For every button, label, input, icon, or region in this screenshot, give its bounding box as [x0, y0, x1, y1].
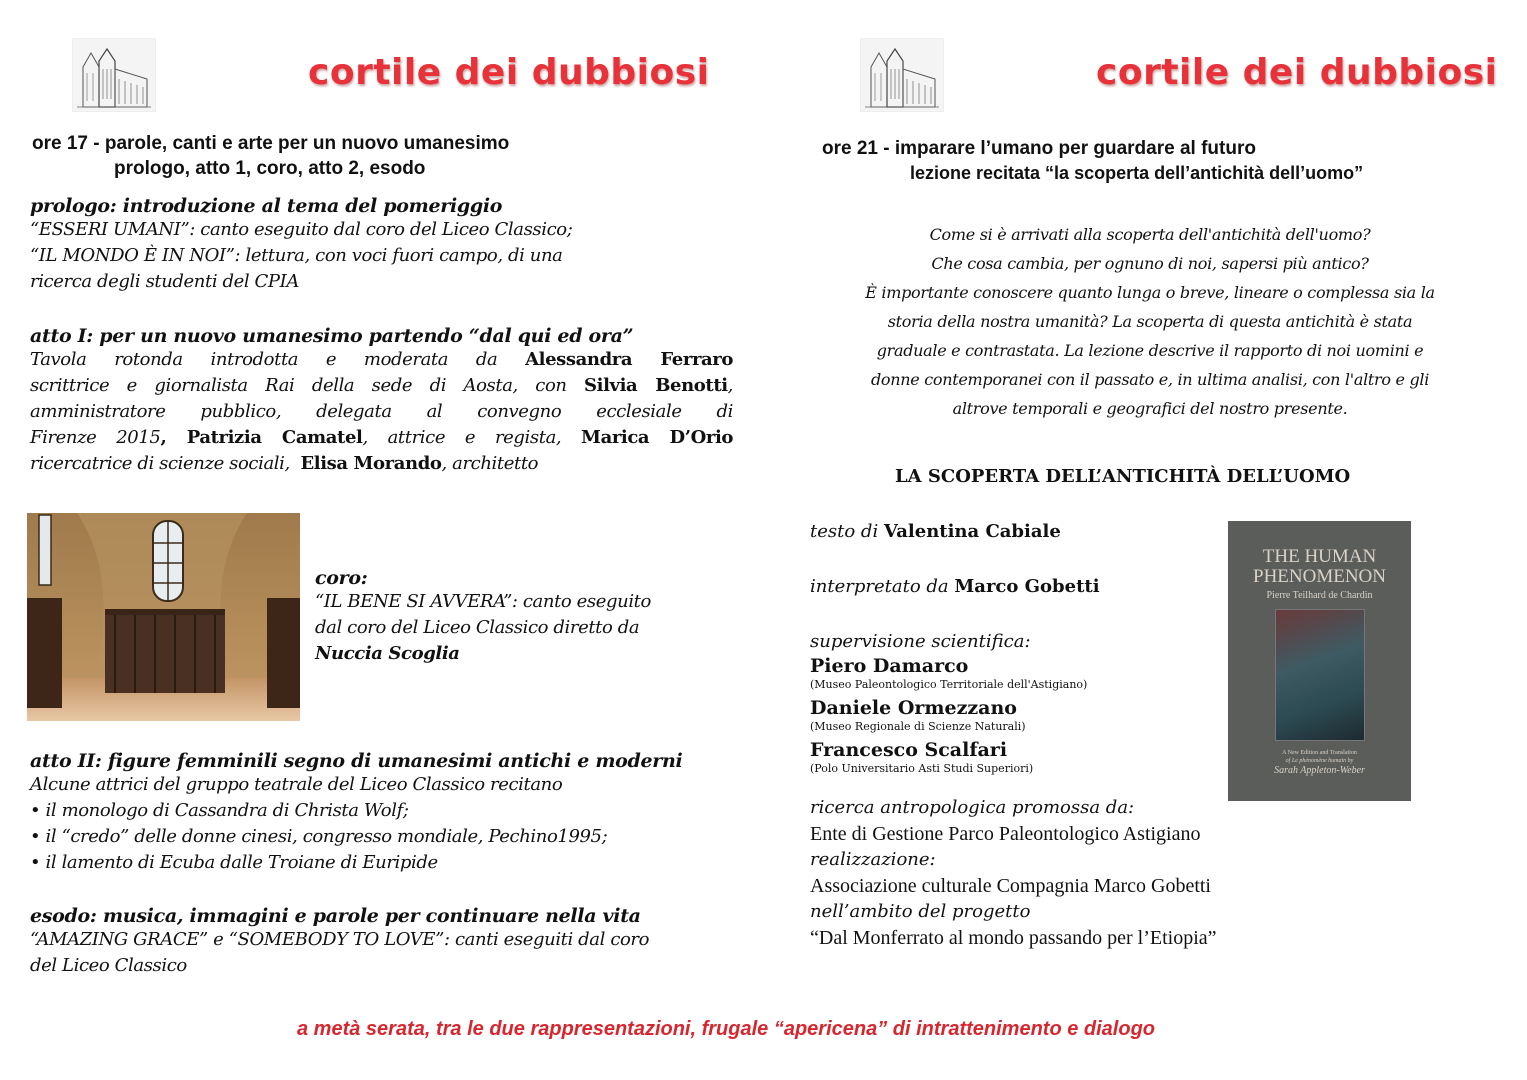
brand-title: cortile dei dubbiosi — [308, 52, 710, 93]
intro-line: Che cosa cambia, per ognuno di noi, sapersi più antico? — [931, 254, 1369, 273]
supervisor-affiliation: (Museo Paleontologico Territoriale dell'Astigiano) — [810, 678, 1088, 691]
esodo-title: esodo: musica, immagini e parole per continuare nella vita — [30, 905, 641, 927]
person-name: Patrizia Camatel — [186, 427, 363, 448]
session-heading: ore 21 - imparare l’umano per guardare al futuro — [822, 138, 1256, 159]
session-subheading: prologo, atto 1, coro, atto 2, esodo — [114, 158, 426, 179]
statue-photo — [1275, 609, 1365, 741]
coro-line: dal coro del Liceo Classico diretto da — [315, 617, 640, 638]
atto2-section — [30, 750, 682, 876]
performer-name: Marco Gobetti — [954, 576, 1100, 597]
session-subheading: lezione recitata “la scoperta dell’antichità dell’uomo” — [910, 163, 1364, 183]
prologo-line: “ESSERI UMANI”: canto eseguito dal coro del Liceo Classico; — [30, 219, 573, 240]
atto1-line: ricercatrice di scienze sociali, Elisa Morando, architetto — [30, 453, 539, 474]
intro-line: graduale e contrastata. La lezione descrive il rapporto di noi uomini e — [876, 341, 1424, 360]
church-sketch-icon — [861, 39, 943, 111]
supervisor-name: Francesco Scalfari — [810, 739, 1008, 761]
supervisor-name: Piero Damarco — [810, 655, 969, 677]
book-subtitle: of Le phénomène humain by — [1285, 758, 1354, 764]
ricerca-value: Ente di Gestione Parco Paleontologico Astigiano — [810, 823, 1201, 845]
supervisor-affiliation: (Polo Universitario Asti Studi Superiori) — [810, 762, 1034, 775]
person-name: Alessandra Ferraro — [525, 349, 733, 370]
intro-line: È importante conoscere quanto lunga o breve, lineare o complessa sia la — [865, 283, 1435, 302]
coro-section — [315, 567, 651, 667]
church-sketch-icon — [73, 39, 155, 111]
lecture-intro — [800, 220, 1500, 423]
credit-testo: testo di Valentina Cabiale — [810, 521, 1061, 542]
supervision-label: supervisione scientifica: — [810, 631, 1031, 652]
church-sketch-logo — [860, 38, 944, 112]
atto2-item: • il monologo di Cassandra di Christa Wolf; — [30, 800, 409, 821]
book-translator: Sarah Appleton-Weber — [1274, 765, 1365, 776]
author-name: Valentina Cabiale — [883, 521, 1061, 542]
footer-note: a metà serata, tra le due rappresentazioni, frugale “apericena” di intrattenimento e dialogo — [297, 1018, 1156, 1040]
prologo-section — [30, 195, 734, 295]
supervisor-name: Daniele Ormezzano — [810, 697, 1017, 719]
atto1-line: Tavola rotonda introdotta e moderata da Alessandra Ferraro — [30, 349, 733, 370]
intro-line: Come si è arrivati alla scoperta dell'antichità dell'uomo? — [929, 225, 1371, 244]
prologo-line: ricerca degli studenti del CPIA — [30, 271, 299, 292]
production-credits — [810, 795, 1217, 951]
atto1-line: Firenze 2015, Patrizia Camatel, attrice e regista, Marica D’Orio — [30, 427, 734, 448]
person-name: Marica D’Orio — [581, 427, 734, 448]
intro-line: storia della nostra umanità? La scoperta di questa antichità è stata — [887, 312, 1413, 331]
prologo-title: prologo: introduzione al tema del pomeriggio — [30, 195, 503, 217]
ricerca-label: ricerca antropologica promossa da: — [810, 797, 1135, 818]
progetto-label: nell’ambito del progetto — [810, 901, 1031, 922]
book-cover-image — [1228, 521, 1411, 801]
atto1-section — [30, 325, 733, 477]
brand-title: cortile dei dubbiosi — [1096, 52, 1498, 93]
supervision-section — [810, 630, 1087, 776]
choir-hall-photo — [27, 513, 300, 721]
book-author: Pierre Teilhard de Chardin — [1266, 590, 1373, 601]
intro-line: altrove temporali e geografici del nostro presente. — [952, 399, 1348, 418]
coro-line: “IL BENE SI AVVERA”: canto eseguito — [315, 591, 651, 612]
atto2-intro: Alcune attrici del gruppo teatrale del Liceo Classico recitano — [30, 774, 563, 795]
book-title-line: PHENOMENON — [1253, 566, 1386, 587]
person-name: Silvia Benotti — [584, 375, 728, 396]
progetto-value: “Dal Monferrato al mondo passando per l’Etiopia” — [810, 927, 1217, 949]
atto2-item: • il “credo” delle donne cinesi, congresso mondiale, Pechino1995; — [30, 826, 608, 847]
person-name: Elisa Morando — [300, 453, 442, 474]
atto2-title: atto II: figure femminili segno di umanesimi antichi e moderni — [30, 750, 683, 772]
atto1-line: amministratore pubblico, delegata al convegno ecclesiale di — [30, 401, 733, 422]
session-heading: ore 17 - parole, canti e arte per un nuovo umanesimo — [32, 133, 510, 154]
esodo-line: “AMAZING GRACE” e “SOMEBODY TO LOVE”: canti eseguiti dal coro — [30, 929, 650, 950]
esodo-line: del Liceo Classico — [30, 955, 187, 976]
coro-title: coro: — [315, 567, 368, 589]
intro-line: donne contemporanei con il passato e, in ultima analisi, con l'altro e gli — [870, 370, 1430, 389]
atto1-title: atto I: per un nuovo umanesimo partendo “dal qui ed ora” — [30, 325, 634, 347]
supervisor-affiliation: (Museo Regionale di Scienze Naturali) — [810, 720, 1026, 733]
book-subtitle: A New Edition and Translation — [1282, 750, 1357, 756]
realizzazione-value: Associazione culturale Compagnia Marco Gobetti — [810, 875, 1211, 897]
esodo-section — [30, 905, 649, 979]
credit-interprete: interpretato da Marco Gobetti — [810, 576, 1100, 597]
book-title-line: THE HUMAN — [1262, 546, 1377, 567]
show-title: LA SCOPERTA DELL’ANTICHITÀ DELL’UOMO — [895, 466, 1351, 487]
realizzazione-label: realizzazione: — [810, 849, 936, 870]
atto2-item: • il lamento di Ecuba dalle Troiane di Euripide — [30, 852, 438, 873]
conductor-name: Nuccia Scoglia — [315, 643, 460, 664]
church-sketch-logo — [72, 38, 156, 112]
prologo-line: “IL MONDO È IN NOI”: lettura, con voci fuori campo, di una — [30, 245, 563, 266]
atto1-line: scrittrice e giornalista Rai della sede di Aosta, con Silvia Benotti, — [30, 375, 733, 396]
